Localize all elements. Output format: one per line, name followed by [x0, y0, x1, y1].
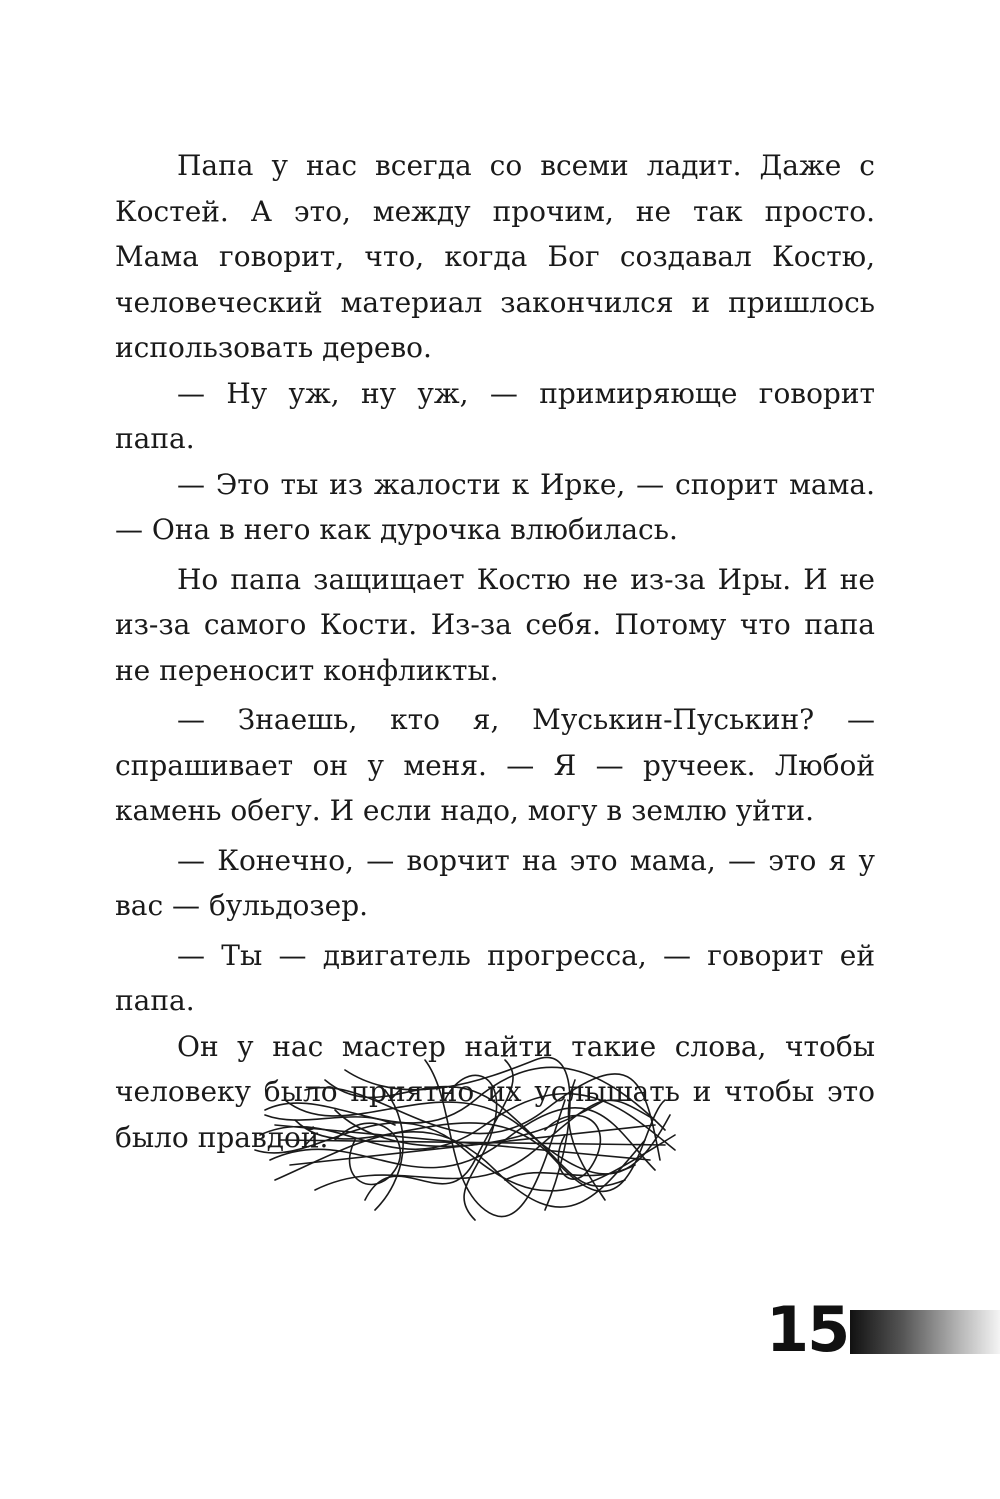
body-text [115, 143, 875, 1160]
page-number: 15 [766, 1293, 849, 1366]
paragraph-4: Но папа защищает Костю не из-за Иры. И не из-за самого Кости. Из-за себя. Потому что папа не переносит конфликты. [115, 562, 875, 687]
paragraph-1: Папа у нас всегда со всеми ладит. Даже с Костей. А это, между прочим, не так просто. Мама говорит, что, когда Бог создавал Костю, человеческий материал закончился и пришлось использовать дерево. [115, 149, 875, 364]
paragraph-2: — Ну уж, ну уж, — примиряюще говорит папа. [115, 376, 875, 455]
scribble-ornament-icon [245, 1040, 685, 1230]
page-number-bar [850, 1310, 1000, 1354]
paragraph-6: — Конечно, — ворчит на это мама, — это я у вас — бульдозер. [115, 843, 875, 922]
paragraph-7: — Ты — двигатель прогресса, — говорит ей папа. [115, 938, 875, 1017]
paragraph-5: — Знаешь, кто я, Муськин-Пуськин? — спрашивает он у меня. — Я — ручеек. Любой камень обегу. И если надо, могу в землю уйти. [115, 703, 875, 827]
paragraph-3: — Это ты из жалости к Ирке, — спорит мама. — Она в него как дурочка влюбилась. [115, 467, 875, 546]
paragraph-8: Он у нас мастер найти такие слова, чтобы человеку было приятно их услышать и чтобы это было правдой. [115, 1029, 875, 1154]
